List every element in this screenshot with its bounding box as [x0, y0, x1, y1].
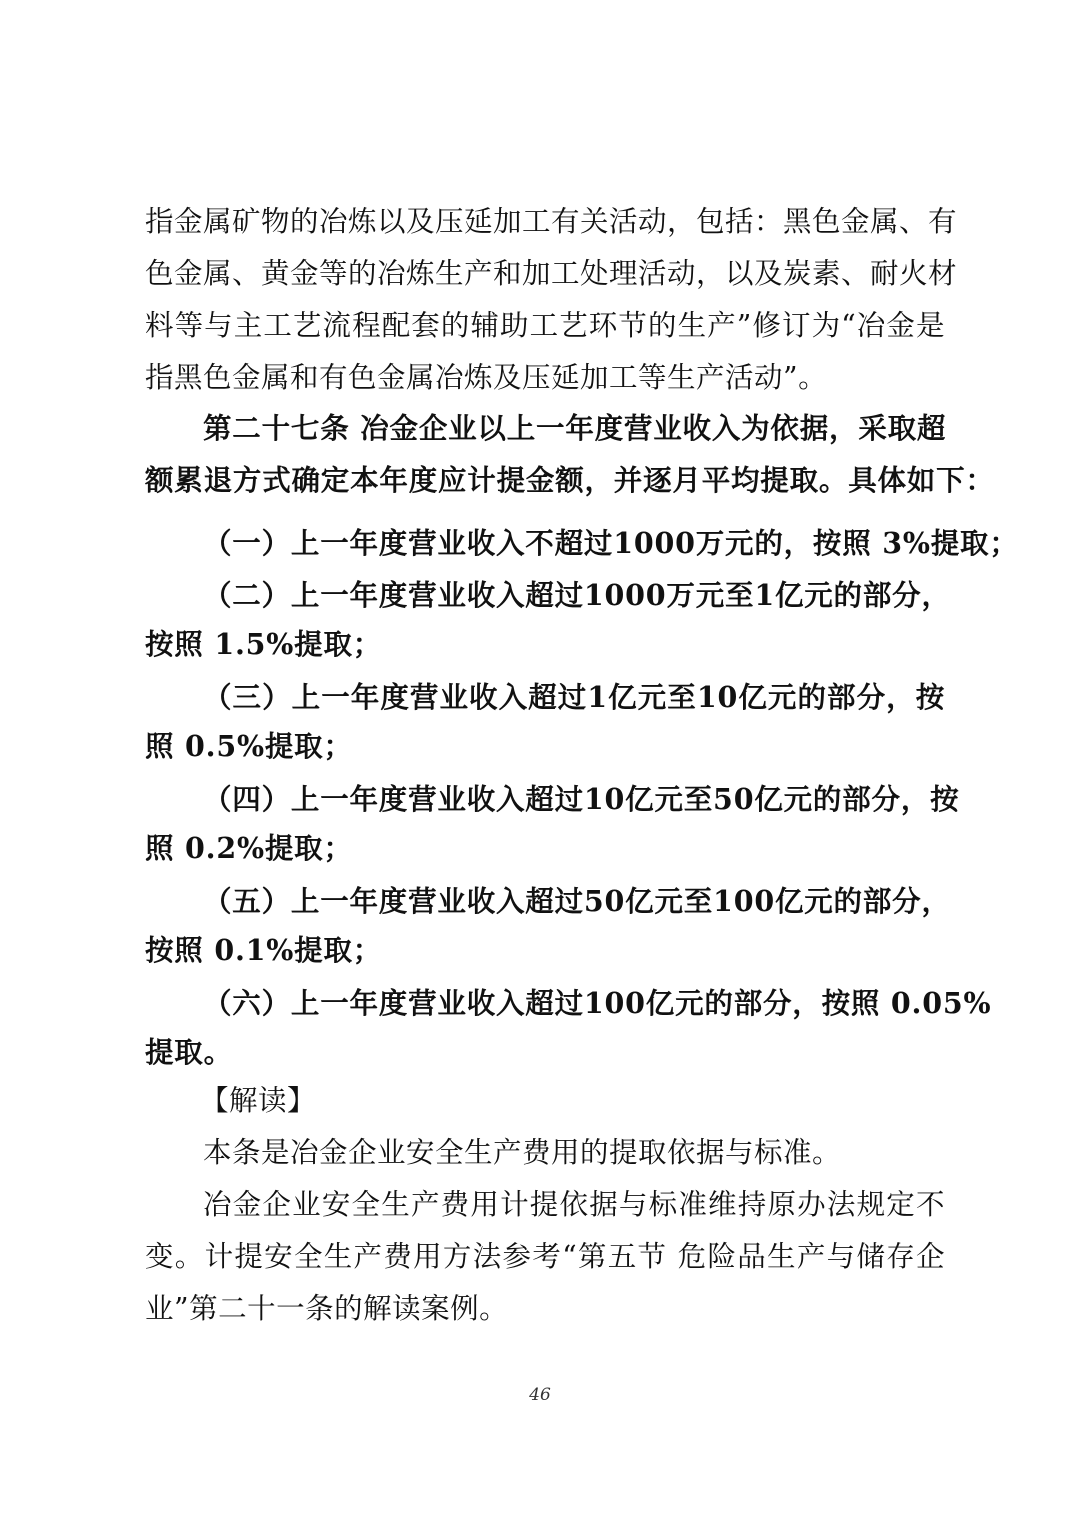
article-27-item-continuation: 照 0.2%提取；	[145, 831, 353, 865]
interpretation-paragraph: 本条是冶金企业安全生产费用的提取依据与标准。	[203, 1136, 842, 1169]
interpretation-paragraph: 冶金企业安全生产费用计提依据与标准维持原办法规定不	[203, 1188, 945, 1221]
article-27-heading-line: 第二十七条 冶金企业以上一年度营业收入为依据，采取超	[203, 411, 947, 445]
body-text-line: 料等与主工艺流程配套的辅助工艺环节的生产”修订为“冶金是	[145, 309, 945, 342]
article-27-item: （二）上一年度营业收入超过1000万元至1亿元的部分，	[203, 578, 951, 612]
page-number: 46	[529, 1385, 551, 1405]
body-text-line: 色金属、黄金等的冶炼生产和加工处理活动，以及炭素、耐火材	[145, 257, 958, 290]
body-text-line: 指黑色金属和有色金属冶炼及压延加工等生产活动”。	[145, 361, 828, 394]
interpretation-heading: 【解读】	[200, 1084, 317, 1117]
article-27-item: （五）上一年度营业收入超过50亿元至100亿元的部分，	[203, 884, 951, 918]
article-27-item-continuation: 按照 0.1%提取；	[145, 933, 383, 967]
article-27-item-continuation: 提取。	[145, 1035, 233, 1069]
article-27-item: （三）上一年度营业收入超过1亿元至10亿元的部分，按	[203, 680, 945, 714]
article-27-item: （四）上一年度营业收入超过10亿元至50亿元的部分，按	[203, 782, 960, 816]
body-text-line: 指金属矿物的冶炼以及压延加工有关活动，包括：黑色金属、有	[145, 205, 958, 238]
article-27-item-continuation: 按照 1.5%提取；	[145, 627, 383, 661]
article-27-text-line: 额累退方式确定本年度应计提金额，并逐月平均提取。具体如下：	[145, 463, 995, 497]
article-27-item: （六）上一年度营业收入超过100亿元的部分，按照 0.05%	[203, 986, 992, 1020]
article-27-item-continuation: 照 0.5%提取；	[145, 729, 353, 763]
article-27-item: （一）上一年度营业收入不超过1000万元的，按照 3%提取；	[203, 526, 1019, 560]
interpretation-paragraph-line: 业”第二十一条的解读案例。	[145, 1292, 509, 1325]
interpretation-paragraph-line: 变。计提安全生产费用方法参考“第五节 危险品生产与储存企	[145, 1240, 945, 1273]
